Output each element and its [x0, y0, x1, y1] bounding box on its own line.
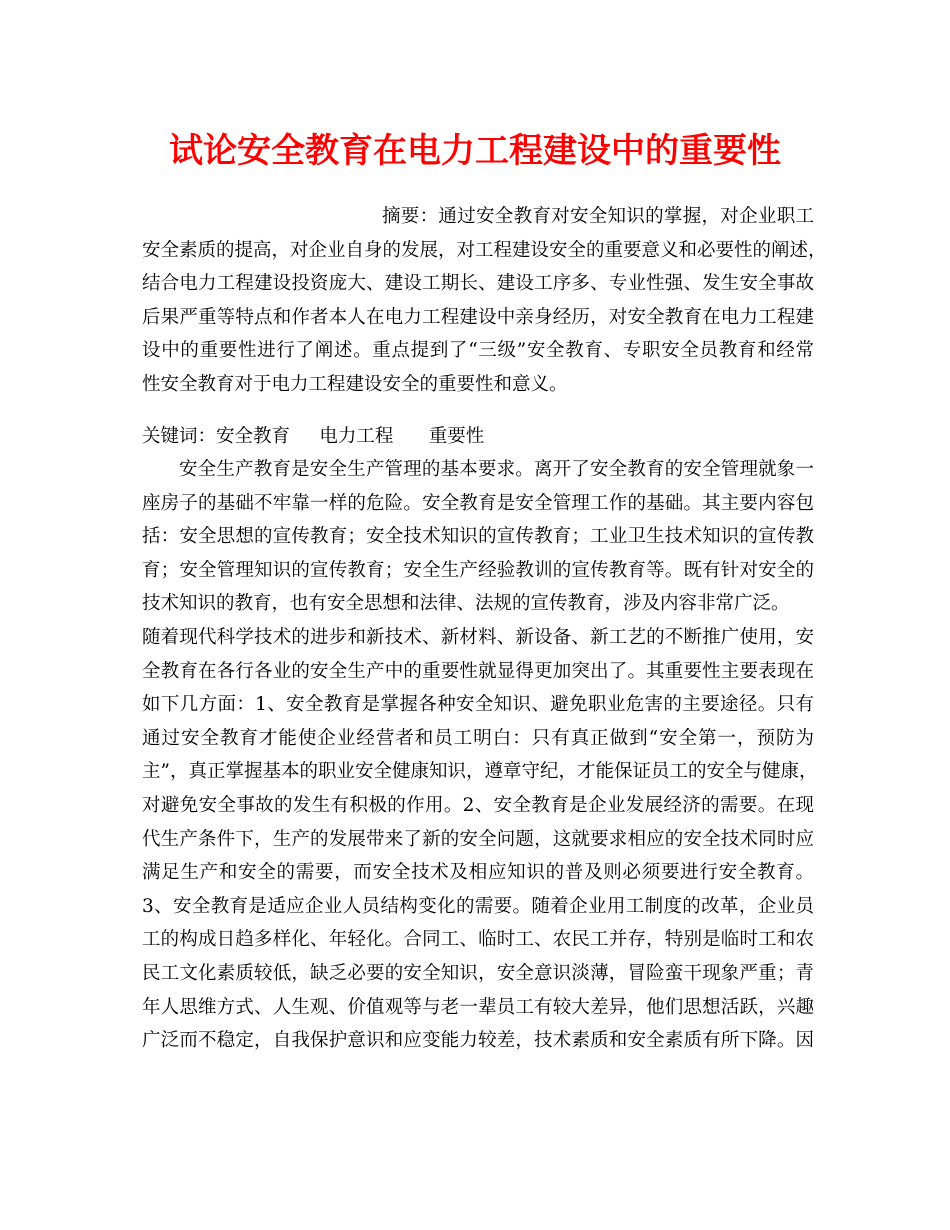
body-line: 座房子的基础不牢靠一样的危险。安全教育是安全管理工作的基础。其主要内容包: [142, 492, 814, 514]
body-line: 全教育在各行各业的安全生产中的重要性就显得更加突出了。其重要性主要表现在: [142, 660, 814, 682]
body-line: 对避免安全事故的发生有积极的作用。2、安全教育是企业发展经济的需要。在现: [142, 794, 814, 816]
body-line: 技术知识的教育，也有安全思想和法律、法规的宣传教育，涉及内容非常广泛。: [142, 593, 790, 615]
body-line: 3、安全教育是适应企业人员结构变化的需要。随着企业用工制度的改革，企业员: [142, 895, 814, 917]
body-line: 代生产条件下，生产的发展带来了新的安全问题，这就要求相应的安全技术同时应: [142, 828, 814, 850]
body-line: 如下几方面：1、安全教育是掌握各种安全知识、避免职业危害的主要途径。只有: [142, 694, 814, 716]
body-line: 通过安全教育才能使企业经营者和员工明白：只有真正做到“安全第一，预防为: [142, 727, 814, 749]
abstract-line: 设中的重要性进行了阐述。重点提到了“三级”安全教育、专职安全员教育和经常: [142, 340, 814, 362]
body-line: 满足生产和安全的需要，而安全技术及相应知识的普及则必须要进行安全教育。: [142, 862, 814, 884]
keywords: 关键词：安全教育 电力工程 重要性: [142, 426, 485, 447]
body-line: 育；安全管理知识的宣传教育；安全生产经验教训的宣传教育等。既有针对安全的: [142, 559, 814, 581]
document-title: 试论安全教育在电力工程建设中的重要性: [169, 131, 781, 171]
body-line: 括：安全思想的宣传教育；安全技术知识的宣传教育；工业卫生技术知识的宣传教: [142, 526, 814, 548]
body-line: 随着现代科学技术的进步和新技术、新材料、新设备、新工艺的不断推广使用，安: [142, 626, 814, 648]
body-line: 主”，真正掌握基本的职业安全健康知识，遵章守纪，才能保证员工的安全与健康，: [142, 761, 818, 783]
abstract-line: 摘要：通过安全教育对安全知识的掌握，对企业职工: [382, 206, 814, 227]
body-line: 广泛而不稳定，自我保护意识和应变能力较差，技术素质和安全素质有所下降。因: [142, 1030, 814, 1052]
body-line: 年人思维方式、人生观、价值观等与老一辈员工有较大差异，他们思想活跃，兴趣: [142, 996, 814, 1018]
body-line: 工的构成日趋多样化、年轻化。合同工、临时工、农民工并存，特别是临时工和农: [142, 929, 814, 951]
body-line: 民工文化素质较低，缺乏必要的安全知识，安全意识淡薄，冒险蛮干现象严重；青: [142, 962, 814, 984]
body-line: 安全生产教育是安全生产管理的基本要求。离开了安全教育的安全管理就象一: [179, 459, 814, 480]
abstract-line: 安全素质的提高，对企业自身的发展，对工程建设安全的重要意义和必要性的阐述，: [142, 239, 827, 261]
abstract-line: 结合电力工程建设投资庞大、建设工期长、建设工序多、专业性强、发生安全事故: [142, 273, 814, 295]
abstract: [142, 200, 827, 402]
abstract-line: 后果严重等特点和作者本人在电力工程建设中亲身经历，对安全教育在电力工程建: [142, 306, 814, 328]
body-paragraph: [142, 453, 818, 1058]
abstract-line: 性安全教育对于电力工程建设安全的重要性和意义。: [142, 373, 568, 395]
